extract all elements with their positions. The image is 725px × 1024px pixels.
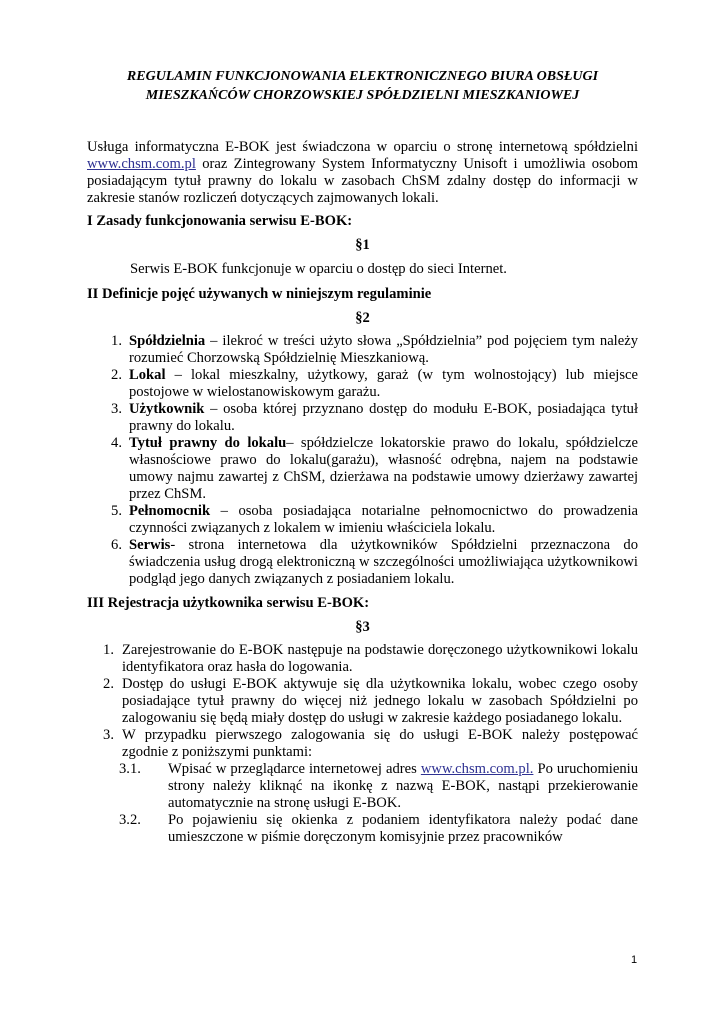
website-link[interactable]: www.chsm.com.pl. <box>420 761 534 777</box>
section-1-heading: I Zasady funkcjonowania serwisu E-BOK: <box>87 213 353 229</box>
definition-text: – lokal mieszkalny, użytkowy, garaż (w tym wolnostojący) lub miejsce postojowe w wielostanowiskowym garażu. <box>129 367 638 400</box>
definition-term: Spółdzielnia <box>129 333 206 349</box>
definition-term: Lokal <box>129 367 166 383</box>
definition-term: Użytkownik <box>129 401 205 417</box>
document-title <box>87 67 638 105</box>
definition-term: Tytuł prawny do lokalu <box>129 435 287 451</box>
definition-number: 5. <box>111 503 122 519</box>
section-3-paragraph-mark: §3 <box>355 619 370 635</box>
definition-item <box>87 435 638 503</box>
registration-item <box>87 642 638 676</box>
definition-body <box>129 503 638 537</box>
registration-text: W przypadku pierwszego zalogowania się do usługi E-BOK należy postępować zgodnie z poniższymi punktami: <box>122 727 638 760</box>
registration-item <box>87 727 638 761</box>
definition-number: 3. <box>111 401 122 417</box>
definitions-list <box>87 333 638 588</box>
definition-item <box>87 503 638 537</box>
definition-item <box>87 537 638 588</box>
section-3-heading: III Rejestracja użytkownika serwisu E-BOK: <box>87 595 370 611</box>
registration-sublist <box>87 761 638 846</box>
section-2-heading: II Definicje pojęć używanych w niniejszym regulaminie <box>87 286 432 302</box>
definition-body <box>129 401 638 435</box>
definition-text: – spółdzielcze lokatorskie prawo do lokalu, spółdzielcze własnościowe prawo do lokalu(garażu), własność odrębna, najem na podstawie umowy najmu zawartej z ChSM, dzierżawa na podstawie umowy dzierżawy zawartej przez ChSM. <box>129 435 639 502</box>
section-2-paragraph-mark: §2 <box>355 310 370 326</box>
definition-body <box>129 367 638 401</box>
definition-body <box>129 435 638 503</box>
definition-number: 6. <box>111 537 122 553</box>
section-1-text: Serwis E-BOK funkcjonuje w oparciu o dostęp do sieci Internet. <box>130 261 507 277</box>
registration-number: 2. <box>103 676 114 692</box>
registration-subitem <box>87 812 638 846</box>
definition-text: - strona internetowa dla użytkowników Spółdzielni przeznaczona do świadczenia usług drogą elektroniczną w szczególności umożliwiająca użytkownikowi podgląd jego danych związanych z posiadaniem lokalu. <box>129 537 638 587</box>
document-page <box>87 67 638 846</box>
definition-term: Pełnomocnik <box>129 503 211 519</box>
subitem-number: 3.2. <box>119 812 141 828</box>
definition-number: 2. <box>111 367 122 383</box>
registration-number: 3. <box>103 727 114 743</box>
section-1-paragraph-mark: §1 <box>355 237 370 253</box>
definition-text: – ilekroć w treści użyto słowa „Spółdzielnia” pod pojęciem tym należy rozumieć Chorzowską Spółdzielnię Mieszkaniową. <box>129 333 638 366</box>
definition-item <box>87 401 638 435</box>
intro-paragraph: Usługa informatyczna E-BOK jest świadczona w oparciu o stronę internetową spółdzielni www.chsm.com.pl oraz Zintegrowany System Informatyczny Unisoft i umożliwia osobom posiadającym tytuł prawny do lokalu w zasobach ChSM zdalny dostęp do informacji w zakresie stanów rozliczeń dotyczących zajmowanych lokali. <box>87 139 638 206</box>
subitem-text: Wpisać w przeglądarce internetowej adres www.chsm.com.pl. Po uruchomieniu strony należy kliknąć na ikonkę z nazwą E-BOK, nastąpi przekierowanie automatycznie na stronę usługi E-BOK. <box>168 761 638 811</box>
definition-body <box>129 333 638 367</box>
registration-number: 1. <box>103 642 114 658</box>
registration-item <box>87 676 638 727</box>
definition-body <box>129 537 638 588</box>
title-line-1: REGULAMIN FUNKCJONOWANIA ELEKTRONICZNEGO BIURA OBSŁUGI <box>126 69 599 84</box>
definition-number: 1. <box>111 333 122 349</box>
definition-item <box>87 333 638 367</box>
registration-text: Zarejestrowanie do E-BOK następuje na podstawie doręczonego użytkownikowi lokalu identyfikatora oraz hasła do logowania. <box>122 642 638 675</box>
page-number: 1 <box>631 954 638 966</box>
subitem-text: Po pojawieniu się okienka z podaniem identyfikatora należy podać dane umieszczone w piśmie doręczonym komisyjnie przez pracowników <box>168 812 638 845</box>
website-link[interactable]: www.chsm.com.pl <box>87 156 196 172</box>
subitem-number: 3.1. <box>119 761 141 777</box>
registration-list <box>87 642 638 761</box>
registration-subitem <box>87 761 638 812</box>
definition-term: Serwis <box>129 537 171 553</box>
definition-number: 4. <box>111 435 122 451</box>
definition-text: – osoba posiadająca notarialne pełnomocnictwo do prowadzenia czynności związanych z lokalem w imieniu właściciela lokalu. <box>129 503 638 536</box>
definition-text: – osoba której przyznano dostęp do modułu E-BOK, posiadająca tytuł prawny do lokalu. <box>129 401 638 434</box>
registration-text: Dostęp do usługi E-BOK aktywuje się dla użytkownika lokalu, wobec czego osoby posiadające tytuł prawny do więcej niż jednego lokalu w zasobach Spółdzielni po zalogowaniu się będą miały dostęp do usługi w zakresie każdego posiadanego lokalu. <box>122 676 638 726</box>
definition-item <box>87 367 638 401</box>
title-line-2: MIESZKAŃCÓW CHORZOWSKIEJ SPÓŁDZIELNI MIESZKANIOWEJ <box>145 88 580 103</box>
